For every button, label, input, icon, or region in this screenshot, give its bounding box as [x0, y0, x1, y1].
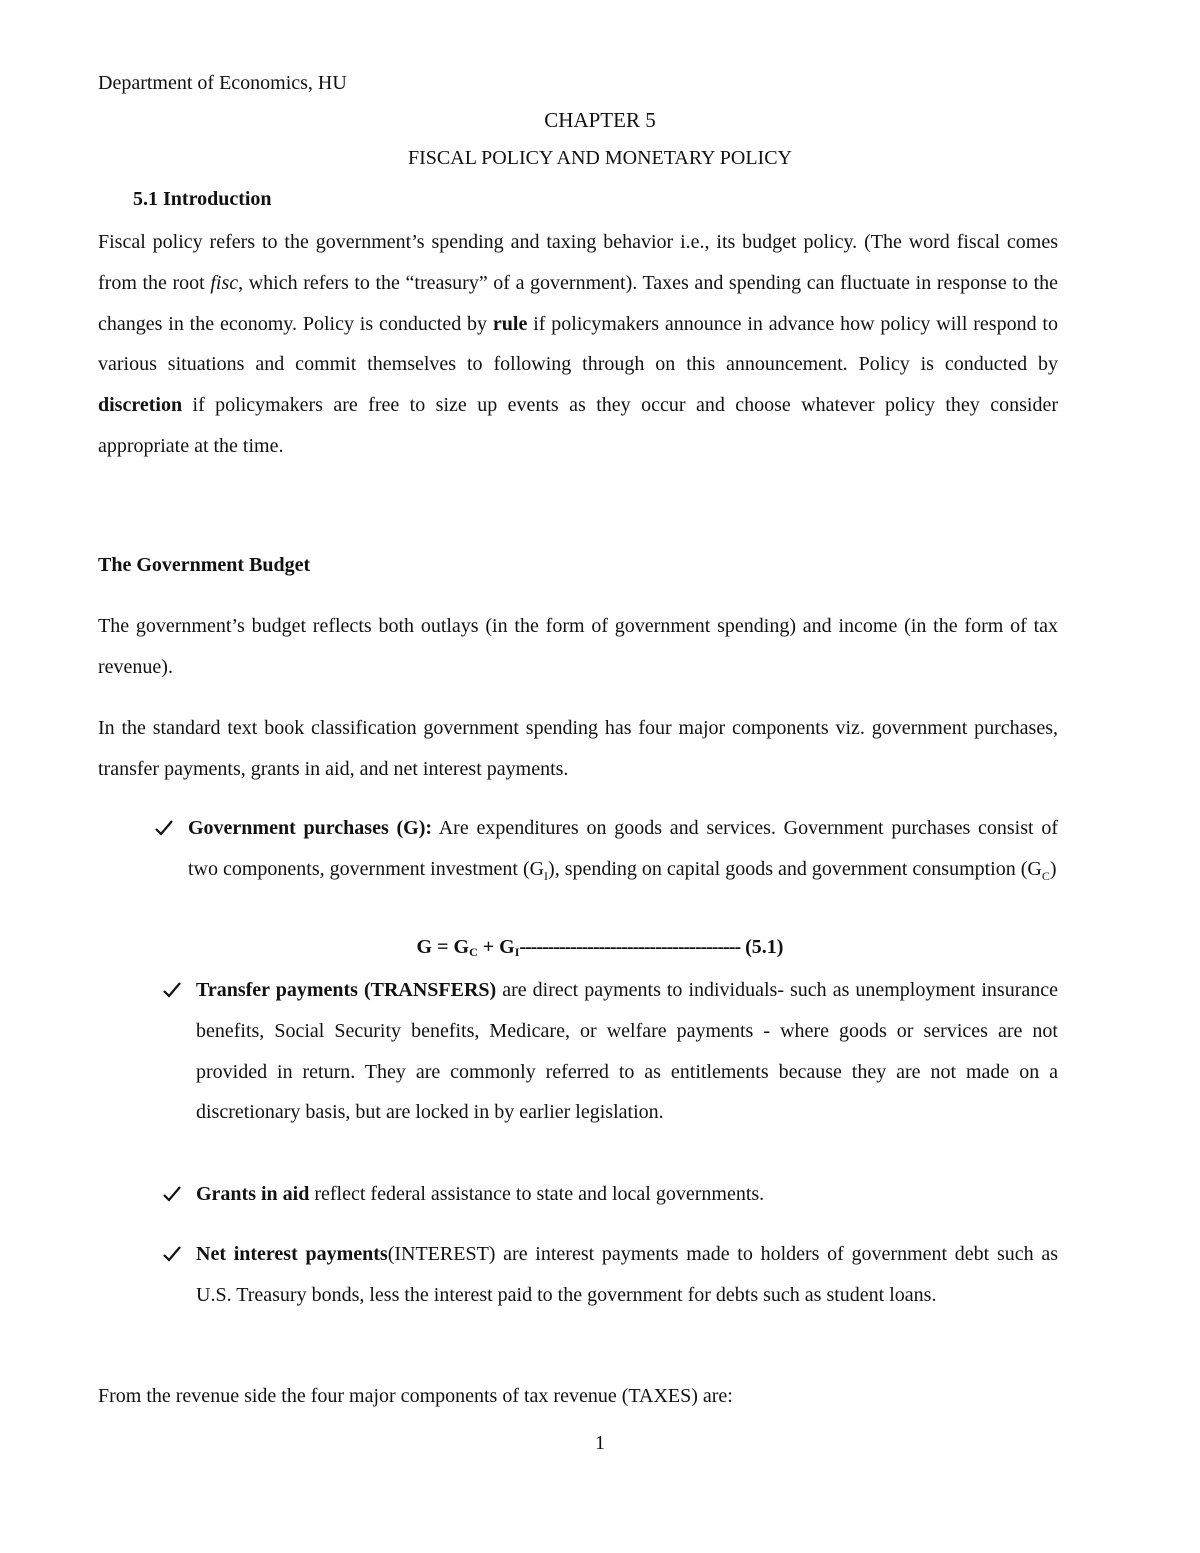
checkmark-icon	[162, 1244, 182, 1264]
term-rule: rule	[492, 312, 528, 335]
checkmark-icon	[162, 1184, 182, 1204]
budget-paragraph-2: In the standard text book classification government spending has four major components viz. government purchases, transfer payments, grants in aid, and net interest payments.	[98, 717, 1058, 780]
page-number: 1	[595, 1432, 605, 1454]
chapter-label: CHAPTER 5	[544, 108, 656, 132]
checkmark-icon	[162, 980, 182, 1000]
revenue-line: From the revenue side the four major components of tax revenue (TAXES) are:	[98, 1385, 733, 1407]
term-fisc: fisc	[210, 271, 239, 294]
term-discretion: discretion	[98, 394, 183, 417]
section-heading: 5.1 Introduction	[133, 188, 272, 210]
page-header: Department of Economics, HU	[98, 72, 347, 94]
budget-heading: The Government Budget	[98, 554, 311, 576]
chapter-title: FISCAL POLICY AND MONETARY POLICY	[408, 147, 792, 169]
checkmark-icon	[154, 818, 174, 838]
list-item-text: Grants in aid reflect federal assistance to state and local governments.	[196, 1183, 765, 1205]
intro-paragraph: Fiscal policy refers to the government’s spending and taxing behavior i.e., its budget policy. (The word fiscal comes from the root fisc, which refers to the “treasury” of a government). Taxes and spending can fluctuate in response to the changes in the economy. Policy is conducted by rule if policymakers announce in advance how policy will respond to various situations and commit themselves to following through on this announcement. Policy is conducted by discretion if policymakers are free to size up events as they occur and choose whatever policy they consider appropriate at the time.	[98, 231, 1059, 457]
list-item-text: Transfer payments (TRANSFERS) are direct payments to individuals- such as unemployment insurance benefits, Social Security benefits, Medicare, or welfare payments - where goods or services are not provided in return. They are commonly referred to as entitlements because they are not made on a discretionary basis, but are locked in by earlier legislation.	[196, 979, 1058, 1124]
equation-5-1: $G = G_C + G_I---------------------------------------$ (5.1)	[416, 936, 784, 959]
list-item-text: Government purchases (G): Are expenditures on goods and services. Government purchases consist of two components, government investment $(G_I)$, spending on capital goods and government consumption $(G_C)$	[188, 817, 1059, 883]
budget-paragraph-1: The government’s budget reflects both outlays (in the form of government spending) and income (in the form of tax revenue).	[98, 615, 1058, 678]
list-item-text: Net interest payments(INTEREST) are interest payments made to holders of government debt such as U.S. Treasury bonds, less the interest paid to the government for debts such as student loans.	[196, 1243, 1058, 1306]
